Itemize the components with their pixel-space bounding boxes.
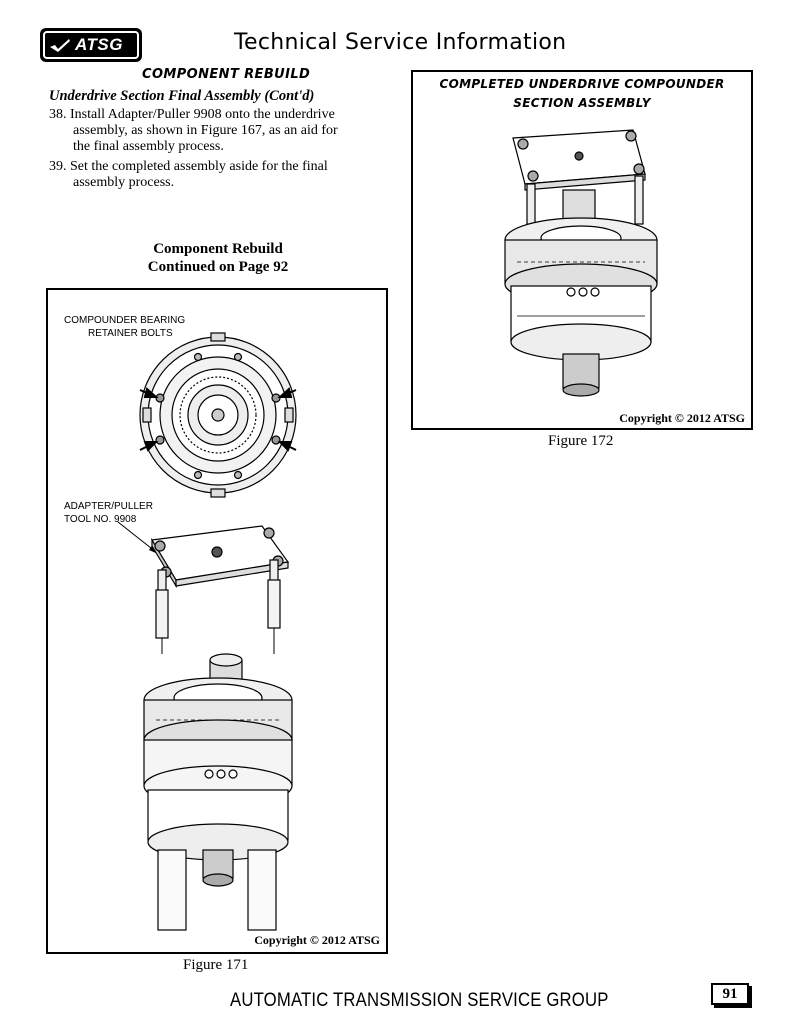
figure-172-box [411, 70, 753, 430]
continued-line-1: Component Rebuild [153, 241, 283, 257]
continued-line-2: Continued on Page 92 [147, 259, 289, 275]
figure-171-caption: Figure 171 [183, 957, 249, 973]
figure-172-caption: Figure 172 [548, 433, 614, 449]
atsg-logo [40, 28, 142, 62]
section-subheading: Underdrive Section Final Assembly (Cont'd) [49, 88, 315, 104]
callout-line: TOOL NO. 9908 [64, 514, 137, 525]
callout-line: COMPOUNDER BEARING [64, 315, 186, 326]
logo-text: ATSG [75, 35, 123, 54]
footer-text: AUTOMATIC TRANSMISSION SERVICE GROUP [230, 990, 609, 1011]
figure-171-box [46, 288, 388, 954]
callout-line: RETAINER BOLTS [88, 328, 173, 339]
section-heading: COMPONENT REBUILD [142, 67, 311, 82]
step-line: assembly process. [73, 175, 175, 190]
figure-title-line: SECTION ASSEMBLY [513, 96, 651, 110]
continued-note [118, 240, 318, 276]
checkmark-icon [49, 37, 71, 53]
page-number: 91 [711, 983, 749, 1005]
figure-171-copyright: Copyright © 2012 ATSG [254, 933, 380, 947]
figure-171-illustration [48, 290, 386, 952]
step-38 [49, 107, 379, 155]
step-line: the final assembly process. [73, 139, 224, 154]
figure-172-copyright: Copyright © 2012 ATSG [619, 411, 745, 425]
figure-title-line: COMPLETED UNDERDRIVE COMPOUNDER [439, 77, 725, 91]
callout-line: ADAPTER/PULLER [64, 501, 153, 512]
step-line: assembly, as shown in Figure 167, as an aid for [73, 123, 338, 138]
page-title: Technical Service Information [234, 30, 567, 55]
step-39 [49, 159, 379, 191]
figure-172-illustration [413, 72, 751, 428]
step-line: 39. Set the completed assembly aside for the final [49, 159, 328, 174]
step-line: 38. Install Adapter/Puller 9908 onto the underdrive [49, 107, 335, 122]
